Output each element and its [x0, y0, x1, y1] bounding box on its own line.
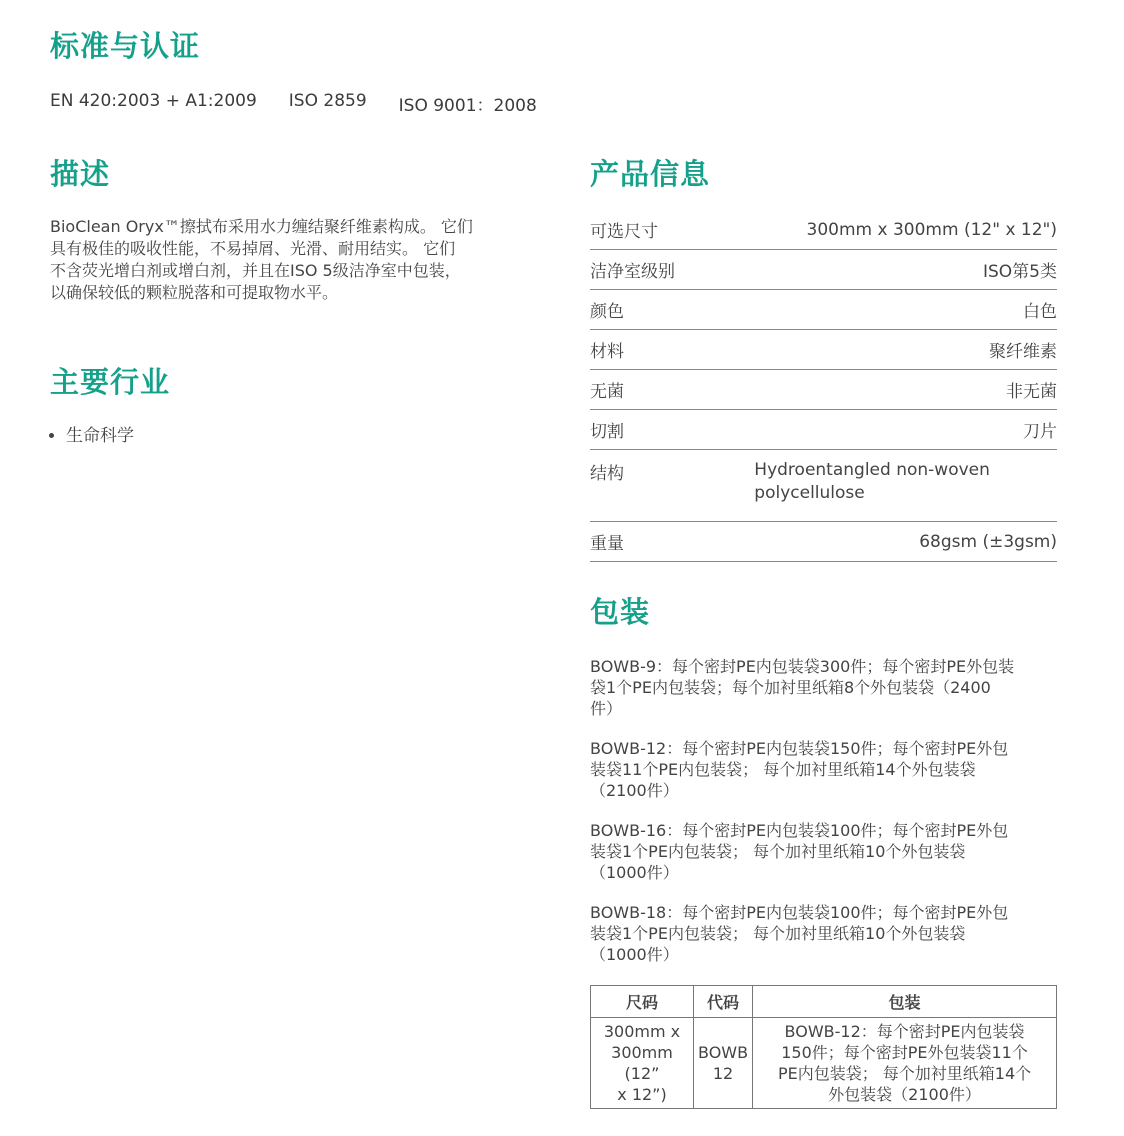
packaging-paragraph	[590, 738, 1060, 801]
info-value: ISO第5类	[694, 250, 1057, 290]
table-header-size: 尺码	[591, 986, 694, 1018]
info-label: 无菌	[590, 370, 694, 410]
standards-title: 标准与认证	[50, 29, 201, 63]
table-cell-code	[694, 1018, 753, 1109]
cell-line: BOWB	[698, 1043, 749, 1062]
standard-item: EN 420:2003 + A1:2009	[50, 91, 257, 111]
info-row	[590, 370, 1057, 410]
description-line: 不含荧光增白剂或增白剂，并且在ISO 5级洁净室中包装，	[50, 261, 461, 280]
info-row	[590, 210, 1057, 250]
table-header-packaging: 包装	[753, 986, 1057, 1018]
info-label: 结构	[590, 450, 694, 522]
product-info-title: 产品信息	[590, 157, 711, 191]
standards-list	[50, 91, 537, 116]
info-value: 非无菌	[694, 370, 1057, 410]
cell-line: BOWB-12：每个密封PE内包装袋	[784, 1022, 1025, 1041]
packaging-line: BOWB-12：每个密封PE内包装袋150件；每个密封PE外包	[590, 739, 1009, 758]
info-value: 白色	[694, 290, 1057, 330]
info-label: 材料	[590, 330, 694, 370]
packaging-paragraph	[590, 656, 1060, 719]
packaging-line: （1000件）	[590, 945, 679, 964]
standard-item: ISO 9001：2008	[398, 96, 537, 116]
packaging-paragraph	[590, 820, 1060, 883]
packaging-line: BOWB-9：每个密封PE内包装袋300件；每个密封PE外包装	[590, 657, 1015, 676]
packaging-line: 装袋1个PE内包装袋； 每个加衬里纸箱10个外包装袋	[590, 842, 966, 861]
packaging-line: BOWB-16：每个密封PE内包装袋100件；每个密封PE外包	[590, 821, 1009, 840]
industries-title: 主要行业	[50, 365, 171, 399]
info-value-line: polycellulose	[754, 483, 865, 503]
description-line: 以确保较低的颗粒脱落和可提取物水平。	[50, 283, 339, 302]
packaging-paragraph	[590, 902, 1060, 965]
cell-line: x 12”)	[617, 1085, 667, 1104]
cell-line: 300mm x	[603, 1022, 681, 1041]
cell-line: 150件；每个密封PE外包装袋11个	[781, 1043, 1028, 1062]
packaging-line: 件）	[590, 699, 623, 718]
info-row	[590, 450, 1057, 522]
cell-line: 外包装袋（2100件）	[828, 1085, 981, 1104]
industries-list	[44, 424, 134, 448]
packaging-table	[590, 985, 1057, 1109]
info-value: 68gsm (±3gsm)	[694, 522, 1057, 562]
info-row	[590, 330, 1057, 370]
packaging-line: （1000件）	[590, 863, 679, 882]
info-value: 聚纤维素	[694, 330, 1057, 370]
table-row	[591, 1018, 1057, 1109]
info-label: 可选尺寸	[590, 210, 694, 250]
cell-line: 12	[712, 1064, 734, 1083]
info-label: 重量	[590, 522, 694, 562]
info-row	[590, 290, 1057, 330]
table-header-code: 代码	[694, 986, 753, 1018]
packaging-title: 包装	[590, 595, 651, 629]
table-header-row	[591, 986, 1057, 1018]
packaging-list	[590, 656, 1060, 984]
description-line: 具有极佳的吸收性能，不易掉屑、光滑、耐用结实。 它们	[50, 239, 456, 258]
info-label: 颜色	[590, 290, 694, 330]
info-label: 切割	[590, 410, 694, 450]
product-info-table	[590, 210, 1057, 562]
industry-item: • 生命科学	[66, 424, 134, 448]
description-line: BioClean Oryx™擦拭布采用水力缠结聚纤维素构成。 它们	[50, 217, 473, 236]
info-row	[590, 250, 1057, 290]
packaging-line: 袋1个PE内包装袋；每个加衬里纸箱8个外包装袋（2400	[590, 678, 991, 697]
info-row	[590, 522, 1057, 562]
packaging-line: （2100件）	[590, 781, 679, 800]
info-value-line: Hydroentangled non-woven	[754, 460, 990, 480]
description-title: 描述	[50, 157, 111, 191]
info-value	[694, 450, 1057, 522]
cell-line: 300mm (12”	[611, 1043, 673, 1083]
packaging-line: BOWB-18：每个密封PE内包装袋100件；每个密封PE外包	[590, 903, 1009, 922]
packaging-line: 装袋11个PE内包装袋； 每个加衬里纸箱14个外包装袋	[590, 760, 976, 779]
info-row	[590, 410, 1057, 450]
info-value: 300mm x 300mm (12" x 12")	[694, 210, 1057, 250]
description-text	[50, 216, 510, 304]
table-cell-packaging	[753, 1018, 1057, 1109]
packaging-line: 装袋1个PE内包装袋； 每个加衬里纸箱10个外包装袋	[590, 924, 966, 943]
table-cell-size	[591, 1018, 694, 1109]
info-label: 洁净室级别	[590, 250, 694, 290]
cell-line: PE内包装袋； 每个加衬里纸箱14个	[777, 1064, 1032, 1083]
standard-item: ISO 2859	[288, 91, 367, 111]
info-value: 刀片	[694, 410, 1057, 450]
